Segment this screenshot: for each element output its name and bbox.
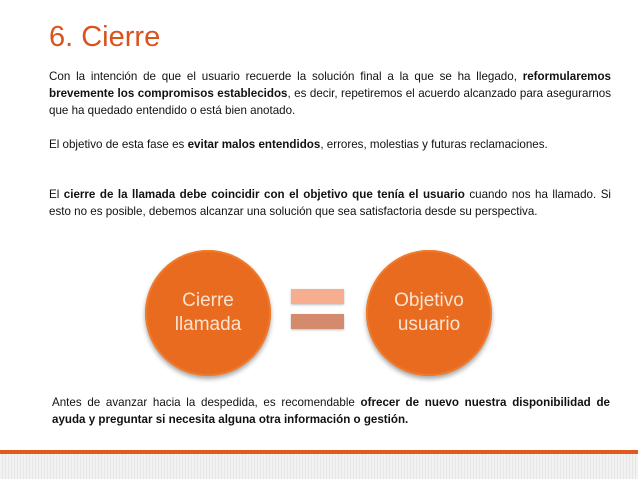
paragraph-reformulate xyxy=(49,68,611,119)
circle-right-line2: usuario xyxy=(397,314,461,335)
footer-band xyxy=(0,454,638,479)
p4-text-a: Antes de avanzar hacia la despedida, es recomendable xyxy=(52,396,361,409)
p2-text-c: , errores, molestias y futuras reclamaciones. xyxy=(320,138,548,151)
paragraph-objective xyxy=(49,136,611,153)
p2-bold: evitar malos entendidos xyxy=(187,138,321,151)
circle-left-line1: Cierre xyxy=(182,290,234,311)
p3-text-c: cuando nos ha llamado. Si esto no es posible, debemos alcanzar una solución que sea satisfactoria desde su perspectiva. xyxy=(49,188,611,218)
equals-bar-top xyxy=(291,289,344,304)
paragraph-closing-match xyxy=(49,186,611,220)
p2-text-a: El objetivo de esta fase es xyxy=(49,138,188,151)
page-title: 6. Cierre xyxy=(49,21,161,53)
equals-bar-bottom xyxy=(291,314,344,329)
p1-text-c: , es decir, repetiremos el acuerdo alcanzado para asegurarnos que ha quedado entendido o está bien anotado. xyxy=(49,87,611,117)
p1-text-a: Con la intención de que el usuario recuerde la solución final a la que se ha llegado, xyxy=(49,70,523,83)
p1-bold: reformularemos brevemente los compromisos establecidos xyxy=(49,70,611,100)
circle-cierre-llamada xyxy=(145,250,271,376)
circle-right-line1: Objetivo xyxy=(394,290,464,311)
paragraph-offer-help xyxy=(52,394,610,428)
circle-left-line2: llamada xyxy=(174,314,242,335)
p3-text-a: El xyxy=(49,188,64,201)
p4-bold: ofrecer de nuevo nuestra disponibilidad de ayuda y preguntar si necesita alguna otra información o gestión. xyxy=(52,396,610,426)
p3-bold: cierre de la llamada debe coincidir con el objetivo que tenía el usuario xyxy=(63,188,465,201)
circle-objetivo-usuario xyxy=(366,250,492,376)
